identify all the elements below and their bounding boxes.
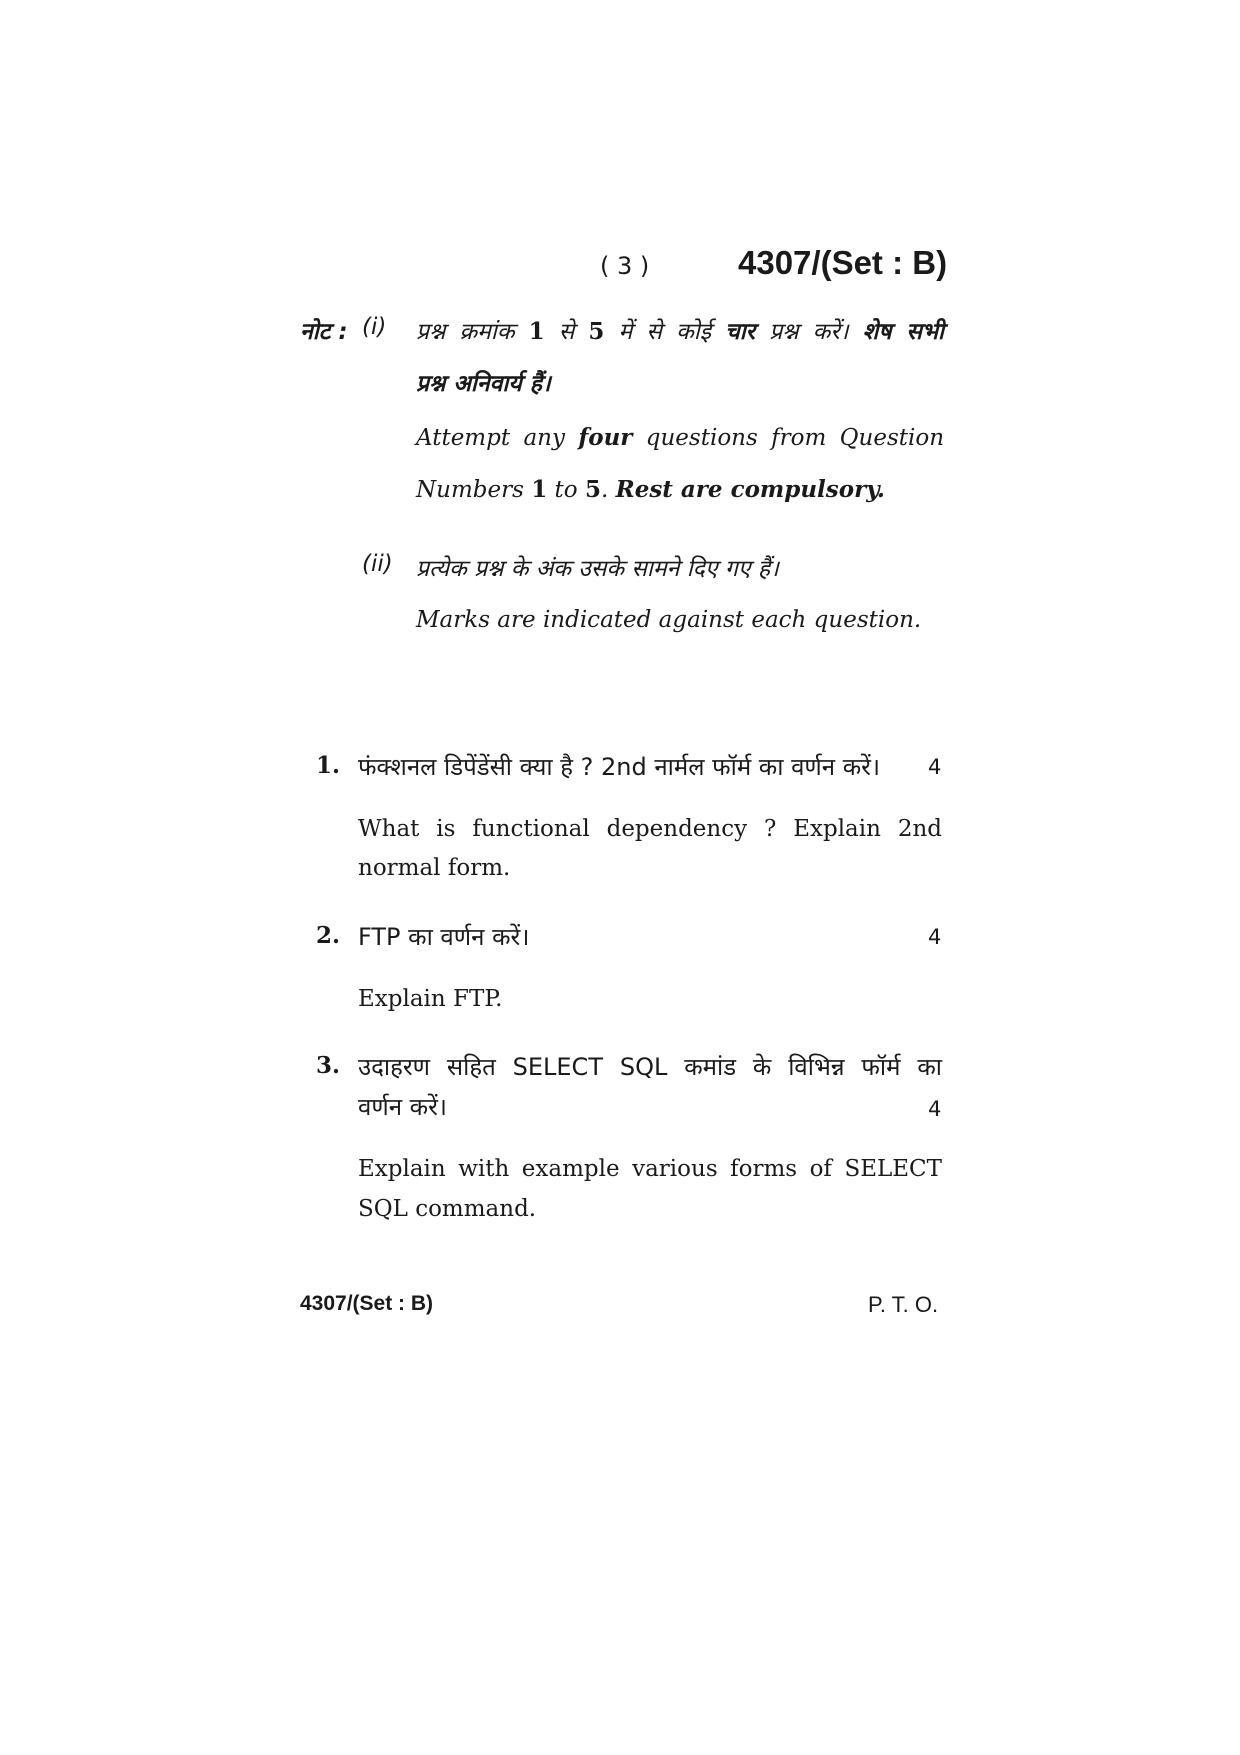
note-ii-english: Marks are indicated against each question.	[416, 607, 922, 633]
paper-code-footer: 4307/(Set : B)	[300, 1292, 434, 1315]
question-3-hindi-line1: उदाहरण सहित SELECT SQL कमांड के विभिन्न फॉर्म का	[358, 1053, 942, 1081]
note-label: नोट :	[300, 319, 348, 345]
note-i-hindi-line1: प्रश्न क्रमांक 1 से 5 में से कोई चार प्रश्न करें। शेष सभी	[416, 318, 944, 345]
question-number: 1.	[316, 752, 341, 779]
question-number: 3.	[316, 1052, 341, 1079]
note-ii-hindi: प्रत्येक प्रश्न के अंक उसके सामने दिए गए हैं।	[416, 556, 779, 582]
page-number: ( 3 )	[600, 252, 650, 280]
question-3-marks: 4	[928, 1097, 942, 1121]
question-2-english: Explain FTP.	[358, 986, 503, 1012]
question-2-hindi: FTP का वर्णन करें।	[358, 923, 530, 951]
question-1-english-line1: What is functional dependency ? Explain 2nd	[358, 816, 942, 842]
note-i-english-line2: Numbers 1 to 5. Rest are compulsory.	[416, 476, 885, 503]
note-item-i-marker: (i)	[362, 314, 387, 340]
note-i-hindi-line2: प्रश्न अनिवार्य हैं।	[416, 371, 551, 397]
question-3-english-line2: SQL command.	[358, 1196, 537, 1222]
question-3-hindi-line2: वर्णन करें।	[358, 1093, 447, 1121]
question-3-english-line1: Explain with example various forms of SELECT	[358, 1156, 942, 1182]
question-number: 2.	[316, 922, 341, 949]
pto-label: P. T. O.	[868, 1292, 939, 1317]
question-1-hindi: फंक्शनल डिपेंडेंसी क्या है ? 2nd नार्मल फॉर्म का वर्णन करें।	[358, 753, 881, 781]
note-item-ii-marker: (ii)	[362, 551, 393, 577]
question-2-marks: 4	[928, 925, 942, 949]
question-1-english-line2: normal form.	[358, 855, 511, 881]
note-i-english-line1: Attempt any four questions from Question	[416, 424, 945, 451]
question-1-marks: 4	[928, 755, 942, 779]
paper-code-header: 4307/(Set : B)	[738, 244, 948, 281]
